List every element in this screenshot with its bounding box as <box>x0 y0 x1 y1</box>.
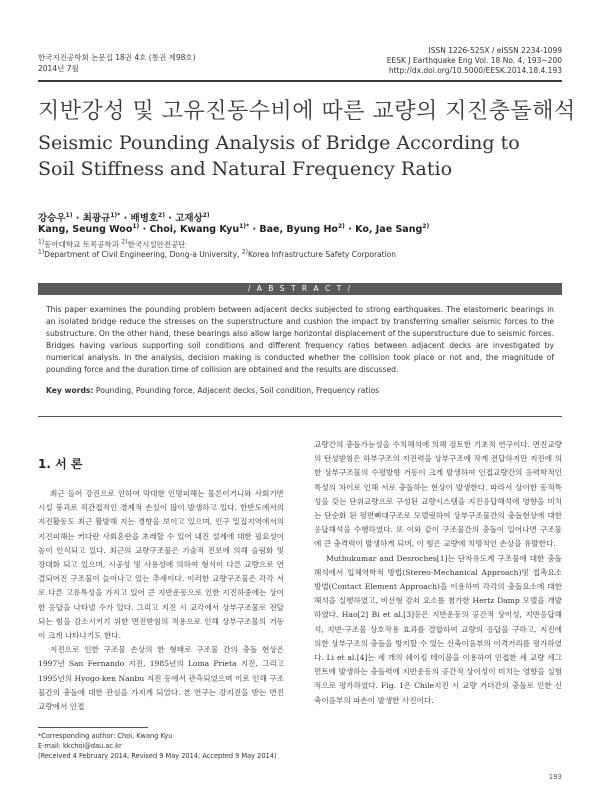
author-affiliation-mark: 1) <box>65 211 73 219</box>
keywords <box>46 386 379 395</box>
doi-link[interactable]: http://dx.doi.org/10.5000/EESK.2014.18.4.193 <box>388 66 562 75</box>
affiliation: Department of Civil Engineering, Dong-a University, <box>44 250 240 259</box>
affiliations-english <box>38 250 396 259</box>
author-affiliation-mark: 1)* <box>110 211 121 219</box>
journal-header-english <box>387 46 562 76</box>
author-separator: · <box>168 213 172 224</box>
affiliation: 한국시설안전공단 <box>127 240 186 249</box>
author-separator: · <box>348 224 352 235</box>
affiliation-mark: 2) <box>121 238 128 246</box>
abstract-text: This paper examines the pounding problem between adjacent decks subjected to strong earthquakes. The elastomeric bearings in an isolated bridge reduce the stresses on the superstructure and cushion the impact by transferring smaller seismic forces to the substructure. On the other hand, these bearings also allow large horizontal displacement of the superstructure due to seismic forces. Bridges having various supporting soil conditions and different frequency ratios between adjacent decks are investigated by numerical analysis. In the analysis, decision making is conducted whether the collision took place or not and, the magnitude of pounding force and the duration time of collision are obtained and the results are discussed. <box>46 305 554 374</box>
journal-name-korean: 한국지진공학회 논문집 18권 4호 (통권 제98호) <box>38 53 196 62</box>
abstract-heading: / A B S T R A C T / <box>247 284 353 293</box>
title-korean: 지반강성 및 고유진동수비에 따른 교량의 지진충돌해석 <box>38 99 576 124</box>
issn: ISSN 1226-525X / eISSN 2234-1099 <box>428 46 562 55</box>
author-affiliation-mark: 2) <box>422 222 430 230</box>
author-name: Choi, Kwang Kyu <box>149 224 240 235</box>
keywords-label: Key words: <box>46 386 94 395</box>
affiliation-mark: 1) <box>38 248 45 256</box>
author-affiliation-mark: 2) <box>337 222 345 230</box>
body-paragraph: 교량간의 충돌가능성을 수치해석에 의해 검토한 기초적 연구이다. 면진교량의 탄성받침은 하부구조의 지진력을 상부구조에 작게 전달하지만 지진에 의한 상부구조물의 수평방향 거동이 크게 발생하여 인접교량간의 응력학적인 특성의 차이로 인해 서로 충돌하는 현상이 발생한다. 따라서 상이한 동적특성을 갖는 단위교량으로 구성된 교량시스템을 지진응답해석에 영향을 미치는 단순화 된 평면뼈대구조로 모델링하여 상부구조물간의 충돌현상에 대한 응답해석을 수행하였다. 또 이와 같이 구조물간의 충돌이 일어나면 구조물에 큰 충격력이 발생하게 되며, 이 힘은 교량에 치명적인 손상을 유발한다. <box>314 440 562 549</box>
author-affiliation-mark: 2) <box>158 211 165 219</box>
header-divider <box>38 80 562 82</box>
body-paragraph: Muthukumar and Desroches[1]는 단자유도계 구조물에 대한 충돌해석에서 입체역학적 방법(Stereo-Mechanical Approach)및 접촉요소 방법(Contact Element Approach)을 이용하여 각각의 충돌요소에 대한 해석을 실행하였고, 비선형 감쇠 요소를 첨가한 Hertz Damp 모델을 개발하였다. Hao[2] Bi et al.[3]등은 지반운동의 공간적 상이성, 지반응답해석, 지반-구조물 상호작용 효과를 결합하여 교량의 응답을 구하고, 지진에 의한 상부구조의 충돌을 방지할 수 있는 신축이음부의 이격거리를 평가하였다. Li et al.[4]는 세 개의 쉐이킹 테이블을 이용하여 인접한 세 교량 세그먼트에 발생하는 충돌력에 지반운동의 공간적 상이성이 미치는 영향을 실험적으로 평가하였다. Fig. 1은 Chile지진 시 교량 거더간의 충돌로 인한 신축이음부의 파손이 발생한 사진이다. <box>314 553 562 705</box>
author-name: Bae, Byung Ho <box>259 224 338 235</box>
submission-dates: (Received 4 February 2014; Revised 9 May 2014; Accepted 9 May 2014) <box>38 752 277 760</box>
body-column-left <box>38 487 284 714</box>
author-email[interactable]: E-mail: kkchoi@dau.ac.kr <box>38 742 122 750</box>
authors-korean <box>38 210 210 224</box>
affiliation: Korea Infrastructure Safety Corporation <box>247 250 397 259</box>
author-name: 최광규 <box>82 213 111 224</box>
journal-citation: EESK J Earthquake Eng Vol. 18 No. 4, 193~200 <box>386 56 562 65</box>
author-name: Kang, Seung Woo <box>38 224 133 235</box>
affiliation-mark: 2) <box>241 248 248 256</box>
body-paragraph: 최근 들어 강진으로 인하여 막대한 인명피해는 물론이거니와 사회기반시설 붕괴로 직간접적인 경제적 손실이 많이 발생하고 있다. 한반도에서의 지진활동도 최근 활발해 지는 경향을 보이고 있으며, 인구 밀집지역에서의 지진피해는 커다란 사회혼란을 초래할 수 있어 내진 설계에 대한 필요성이 높이 인식되고 있다. 최근의 교량구조물은 기술적 진보에 의해 슬림화 및 장대화 되고 있으며, 시공성 및 사용성에 의하여 형식이 다른 교량으로 연결되어진 구조물이 늘어나고 있는 추세이다. 이러한 교량구조물은 각각 서로 다른 고유특성을 가지고 있어 큰 지반운동으로 인한 지진하중에는 상이한 응답을 나타낼 수가 있다. 그리고 지진 시 교각에서 상부구조물로 전달되는 힘을 감소시키기 위한 면진받침의 적용으로 인해 상부구조물의 거동이 크게 나타나기도 한다. <box>38 489 284 641</box>
author-name: 강승우 <box>38 213 66 224</box>
footnote-divider <box>38 727 148 728</box>
abstract-heading-bar <box>38 283 562 295</box>
author-name: Ko, Jae Sang <box>355 224 423 235</box>
keywords-list: Pounding, Pounding force, Adjacent decks, Soil condition, Frequency ratios <box>95 386 380 395</box>
page-number: 193 <box>548 773 562 781</box>
journal-header-korean <box>38 52 196 74</box>
body-paragraph: 지진으로 인한 구조물 손상의 한 형태로 구조물 간의 충돌 현상은 1997년 San Fernando 지진, 1985년의 Loma Prieta 지진, 그리고 1995년의 Hyogo-ken Nanbu 지진 등에서 관측되었으며 이로 인해 구조물간의 충돌에 대한 관심을 가지게 되었다. 본 연구는 강지진을 받는 면진교량에서 인접 <box>38 645 284 712</box>
journal-date-korean: 2014년 7월 <box>38 64 79 73</box>
author-separator: · <box>123 213 128 224</box>
affiliations-korean <box>38 239 186 250</box>
affiliation: 동아대학교 토목공학과 <box>44 240 120 249</box>
author-affiliation-mark: 1)* <box>239 222 250 230</box>
corresponding-author: *Corresponding author: Choi, Kwang Kyu <box>38 732 173 740</box>
author-name: 고재상 <box>175 213 203 224</box>
authors-english <box>38 224 429 235</box>
section-heading: 1. 서 론 <box>38 457 83 471</box>
author-affiliation-mark: 2) <box>202 211 210 219</box>
author-separator: · <box>75 213 80 224</box>
affiliation-mark: 1) <box>38 238 45 246</box>
body-column-right <box>314 438 562 708</box>
author-separator: · <box>142 224 147 235</box>
abstract-divider <box>38 416 562 417</box>
title-english: Seismic Pounding Analysis of Bridge According to Soil Stiffness and Natural Frequency Ratio <box>38 132 520 180</box>
author-separator: · <box>252 224 257 235</box>
author-name: 배병호 <box>130 213 159 224</box>
footnote <box>38 731 277 761</box>
author-affiliation-mark: 1) <box>132 222 140 230</box>
